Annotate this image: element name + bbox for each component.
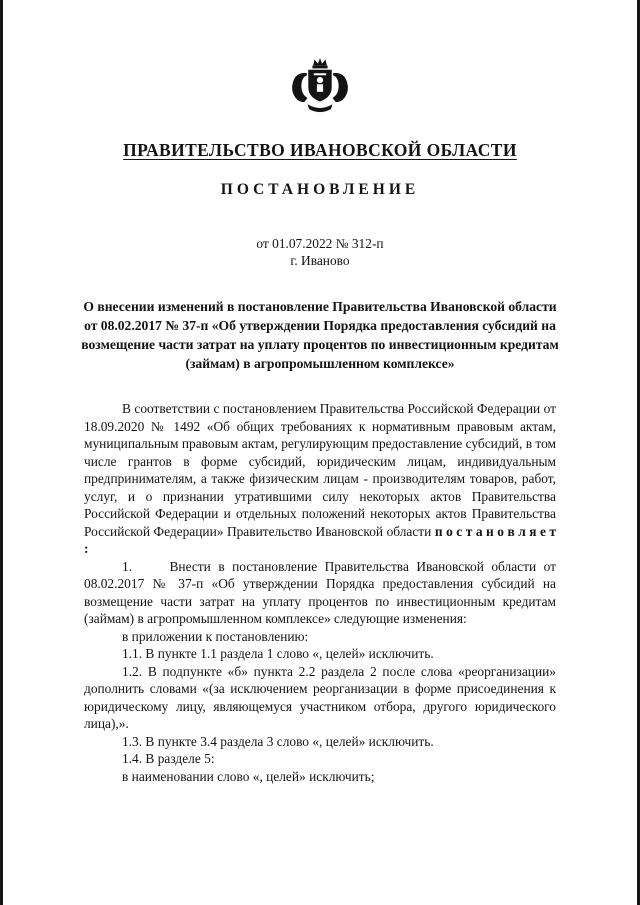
resolves-keyword: п о с т а н о в л я е т : [84,523,556,556]
city-line: г. Иваново [290,253,350,268]
authority-title: ПРАВИТЕЛЬСТВО ИВАНОВСКОЙ ОБЛАСТИ [123,140,517,160]
preamble-text: В соответствии с постановлением Правительства Российской Федерации от 18.09.2020 № 1492 «Об общих требованиях к нормативным правовым актам, муниципальным правовым актам, регулирующим предоставление субсидий, в том числе грантов в форме субсидий, юридическим лицам, индивидуальным предпринимателям, а также физическим лицам - производителям товаров, работ, услуг, и о признании утратившими силу некоторых актов Правительства Российской Федерации и отдельных положений некоторых актов Правительства Российской Федерации» Правительство Ивановской области [84,401,556,539]
paragraph-item-1-2: 1.2. В подпункте «б» пункта 2.2 раздела 2 после слова «реорганизации» дополнить словами «(за исключением реорганизации в форме присоединения к юридическому лицу, являющемуся участником отбора, другого юридического лица),». [84,663,556,731]
document-body [84,400,556,785]
paragraph-appendix-note: в приложении к постановлению: [122,628,309,644]
paragraph-preamble [84,400,556,558]
paragraph-item-1: 1. Внести в постановление Правительства Ивановской области от 08.02.2017 № 37-п «Об утверждении Порядка предоставления субсидий на возмещение части затрат на уплату процентов по инвестиционным кредитам (займам) в агропромышленном комплексе» следующие изменения: [84,558,556,626]
paragraph-item-1-1: 1.1. В пункте 1.1 раздела 1 слово «, целей» исключить. [122,646,434,661]
coat-of-arms-icon [272,56,368,118]
document-type-title: ПОСТАНОВЛЕНИЕ [220,181,420,198]
paragraph-item-1-4: 1.4. В разделе 5: [122,751,215,766]
date-number-line: от 01.07.2022 № 312-п [256,236,384,251]
paragraph-item-1-4-sub: в наименовании слово «, целей» исключить; [122,768,375,784]
subject-title: О внесении изменений в постановление Правительства Ивановской области от 08.02.2017 № 37-п «Об утверждении Порядка предоставления субсидий на возмещение части затрат на уплату процентов по инвестиционным кредитам (займам) в агропромышленном комплексе» [81,299,559,371]
paragraph-item-1-3: 1.3. В пункте 3.4 раздела 3 слово «, целей» исключить. [122,733,434,749]
